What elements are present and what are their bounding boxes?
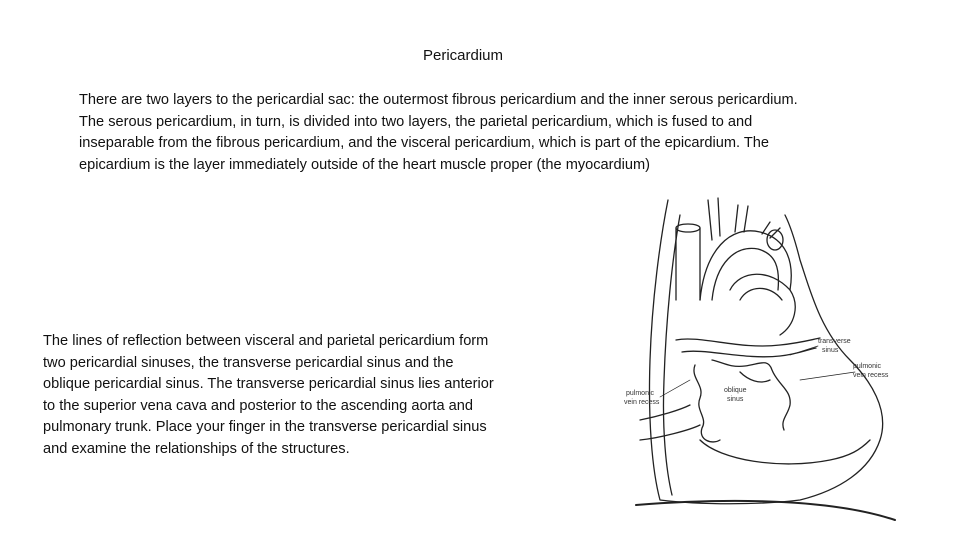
- label-line: [790, 346, 818, 355]
- ventricle-line: [640, 425, 700, 440]
- heart-pericardial-sinus-diagram: [600, 185, 920, 535]
- paragraph-line: epicardium is the layer immediately outside of the heart muscle proper (the myocardium): [79, 156, 651, 173]
- oblique-sinus-label: sinus: [727, 396, 744, 403]
- paragraph-line: The serous pericardium, in turn, is divided into two layers, the parietal pericardium, which is fused to and: [79, 113, 753, 130]
- transverse-sinus-label: sinus: [822, 347, 839, 354]
- transverse-sinus-label: transverse: [818, 338, 851, 345]
- slide-title: Pericardium: [422, 47, 504, 64]
- transverse-sinus: [676, 338, 820, 346]
- oblique-sinus: [740, 372, 770, 382]
- paragraph-line: and examine the relationships of the structures.: [43, 440, 350, 457]
- pericardium-inner-outline: [663, 215, 680, 495]
- paragraph-line: oblique pericardial sinus. The transverse pericardial sinus lies anterior: [43, 376, 494, 392]
- pericardium-layers-paragraph: [79, 90, 919, 176]
- label-line: [800, 372, 855, 380]
- superior-vena-cava: [676, 228, 700, 300]
- paragraph-line: There are two layers to the pericardial sac: the outermost fibrous pericardium and the inner serous pericardium.: [79, 92, 798, 108]
- transverse-sinus-inner: [682, 348, 816, 357]
- pulmonic-vein-recess-label: vein recess: [853, 372, 889, 379]
- svc-opening: [676, 224, 700, 232]
- aortic-branch: [735, 205, 748, 232]
- paragraph-line: pulmonary trunk. Place your finger in the transverse pericardial sinus: [43, 419, 487, 435]
- pulmonic-vein-recess-label: pulmonic: [626, 390, 655, 397]
- aortic-arch-inner: [712, 248, 778, 300]
- paragraph-line: to the superior vena cava and posterior to the ascending aorta and: [43, 397, 473, 414]
- pulmonic-vein-recess-label: pulmonic: [853, 363, 882, 370]
- ventricle-line: [640, 405, 690, 420]
- aortic-branch: [708, 198, 720, 240]
- pulmonic-vein-recess-label: vein recess: [624, 399, 660, 406]
- pericardial-sinuses-paragraph: [43, 331, 563, 460]
- oblique-sinus: [694, 365, 720, 442]
- pulmonary-trunk-inner: [740, 288, 782, 300]
- paragraph-line: two pericardial sinuses, the transverse pericardial sinus and the: [43, 354, 454, 371]
- diaphragm: [636, 501, 895, 520]
- oblique-sinus-label: oblique: [724, 387, 747, 394]
- paragraph-line: The lines of reflection between visceral and parietal pericardium form: [43, 333, 489, 349]
- paragraph-line: inseparable from the fibrous pericardium, and the visceral pericardium, which is part of the epicardium. The: [79, 135, 770, 151]
- ventricle-line: [700, 440, 870, 464]
- pulmonary-trunk: [730, 274, 795, 335]
- oblique-sinus: [712, 360, 790, 430]
